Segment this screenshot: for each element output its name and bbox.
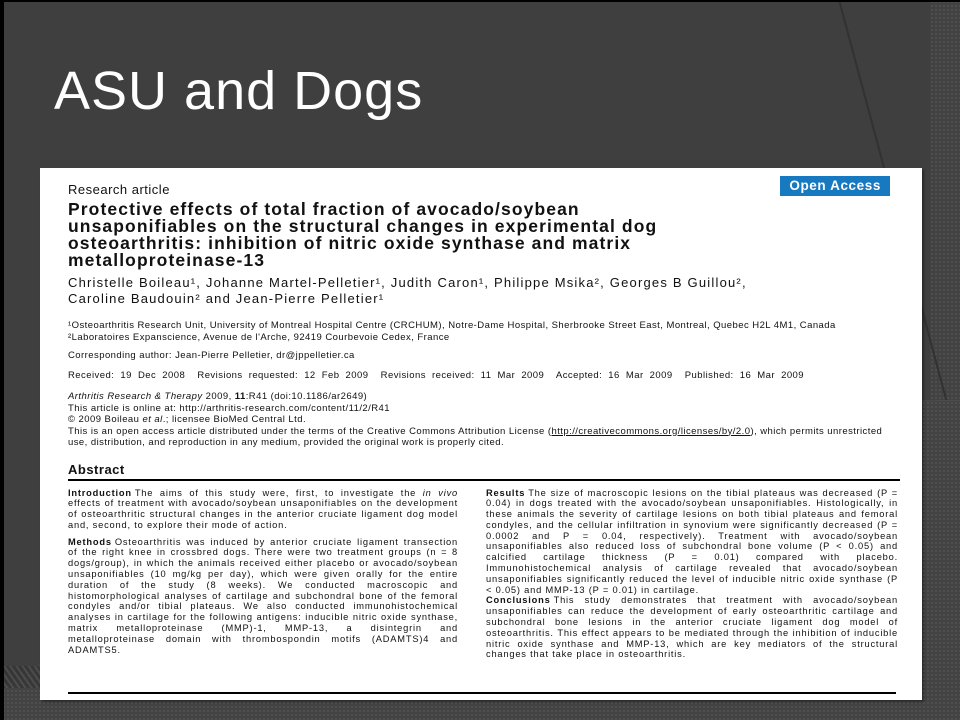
citation-block [68, 391, 900, 449]
results-label: Results [486, 487, 526, 498]
conclusions-text: This study demonstrates that treatment with avocado/soybean unsaponifiables can reduce the development of early osteoarthritic cartilage and subchondral bone lesions in the anterior cruciate ligament dog model of osteoarthritis. This effect appears to be mediated through the inhibition of inducible nitric oxide synthase and MMP-13, which are key mediators of the structural changes that take place in osteoarthritis. [486, 595, 898, 660]
copyright-pre: © 2009 Boileau [68, 414, 143, 425]
abstract-methods [68, 537, 458, 656]
article-title-line: Protective effects of total fraction of avocado/soybean [68, 199, 580, 219]
results-text: The size of macroscopic lesions on the tibial plateaus was decreased (P = 0.04) in dogs treated with the avocado/soybean unsaponifiables. Histologically, in these animals the severity of cartilage lesions on both tibial plateaus and femoral condyles, and the cellular infiltration in synovium were significantly decreased (P = 0.0002 and P = 0.04, respectively). Treatment with avocado/soybean unsaponifiables also reduced loss of subchondral bone volume (P < 0.05) and calcified cartilage thickness (P = 0.01) compared with placebo. Immunohistochemical analysis of cartilage revealed that avocado/soybean unsaponifiables significantly reduced the level of inducible nitric oxide synthase (P < 0.05) and MMP-13 (P = 0.01) in cartilage. [486, 487, 898, 595]
citation-year: 2009, [202, 391, 235, 402]
article-title-line: osteoarthritis: inhibition of nitric oxide synthase and matrix [68, 233, 632, 253]
slide-title: ASU and Dogs [54, 61, 424, 121]
abstract-left-column [68, 488, 458, 661]
methods-label: Methods [68, 536, 112, 547]
abstract-columns [68, 488, 900, 661]
copyright-post: .; licensee BioMed Central Ltd. [162, 414, 307, 425]
introduction-text-pre: The aims of this study were, first, to investigate the [134, 487, 423, 498]
affiliations [68, 320, 900, 343]
conclusions-label: Conclusions [486, 595, 551, 606]
citation-line [68, 391, 900, 403]
article-history-dates: Received: 19 Dec 2008 Revisions requested: 12 Feb 2009 Revisions received: 11 Mar 2009 Accepted: 16 Mar 2009 Published: 16 Mar 2009 [68, 369, 805, 381]
introduction-text-post: effects of treatment with avocado/soybean unsaponifiables on the development of osteoarthritic structural changes in the anterior cruciate ligament dog model and, second, to explore their mode of action. [68, 498, 458, 530]
license-pre: This is an open access article distributed under the terms of the Creative Commons Attribution License ( [68, 425, 552, 437]
online-at-line[interactable]: This article is online at: http://arthritis-research.com/content/11/2/R41 [68, 402, 391, 414]
background-hatch-decoration [0, 666, 40, 688]
corresponding-author: Corresponding author: Jean-Pierre Pelletier, dr@jppelletier.ca [68, 350, 355, 361]
copyright-etal: et al [142, 414, 163, 425]
author-line: Christelle Boileau¹, Johanne Martel-Pelletier¹, Judith Caron¹, Philippe Msika², Georges B Guillou², [68, 275, 747, 290]
introduction-label: Introduction [68, 487, 132, 498]
author-list [68, 275, 900, 307]
abstract-bottom-rule [68, 692, 896, 694]
article-title [68, 201, 900, 269]
journal-name: Arthritis Research & Therapy [68, 391, 203, 402]
introduction-invivo: in vivo [422, 487, 458, 498]
license-url-link[interactable]: http://creativecommons.org/licenses/by/2.0 [551, 425, 751, 437]
abstract-conclusions [486, 595, 898, 660]
license-post: ), which permits unrestricted use, distribution, and reproduction in any medium, provided the original work is properly cited. [68, 425, 883, 448]
article-title-line: metalloproteinase-13 [68, 250, 266, 270]
article-type-label: Research article [68, 182, 170, 197]
citation-volume: 11 [234, 391, 246, 402]
citation-doi: :R41 (doi:10.1186/ar2649) [245, 391, 368, 402]
abstract-results [486, 488, 898, 596]
license-line [68, 426, 900, 449]
abstract-right-column [486, 488, 898, 661]
slide-top-edge [0, 0, 960, 2]
article-title-line: unsaponifiables on the structural changes in experimental dog [68, 216, 658, 236]
author-line: Caroline Baudouin² and Jean-Pierre Pelletier¹ [68, 291, 385, 306]
open-access-badge[interactable]: Open Access [780, 176, 890, 196]
slide-left-edge [0, 0, 4, 720]
affiliation-1: ¹Osteoarthritis Research Unit, University of Montreal Hospital Centre (CRCHUM), Notre-Dame Hospital, Sherbrooke Street East, Montreal, Quebec H2L 4M1, Canada [68, 320, 836, 331]
methods-text: Osteoarthritis was induced by anterior cruciate ligament transection of the right knee in crossbred dogs. There were two treatment groups (n = 8 dogs/group), in which the animals received either placebo or avocado/soybean unsaponifiables (10 mg/kg per day), which were given orally for the entire duration of the study (8 weeks). We conducted macroscopic and histomorphological analyses of cartilage and subchondral bone of the femoral condyles and/or tibial plateaus. We also conducted immunohistochemical analyses in cartilage for the following antigens: inducible nitric oxide synthase, matrix metalloproteinase (MMP)-1, MMP-13, a disintegrin and metalloproteinase domain with thrombospondin motifs (ADAMTS)4 and ADAMTS5. [68, 536, 458, 655]
copyright-line [68, 414, 900, 426]
abstract-heading: Abstract [68, 461, 125, 477]
article-page-image [40, 168, 922, 700]
abstract-introduction [68, 488, 458, 531]
abstract-rule [68, 479, 900, 481]
affiliation-2: ²Laboratoires Expanscience, Avenue de l'Arche, 92419 Courbevoie Cedex, France [68, 331, 450, 343]
